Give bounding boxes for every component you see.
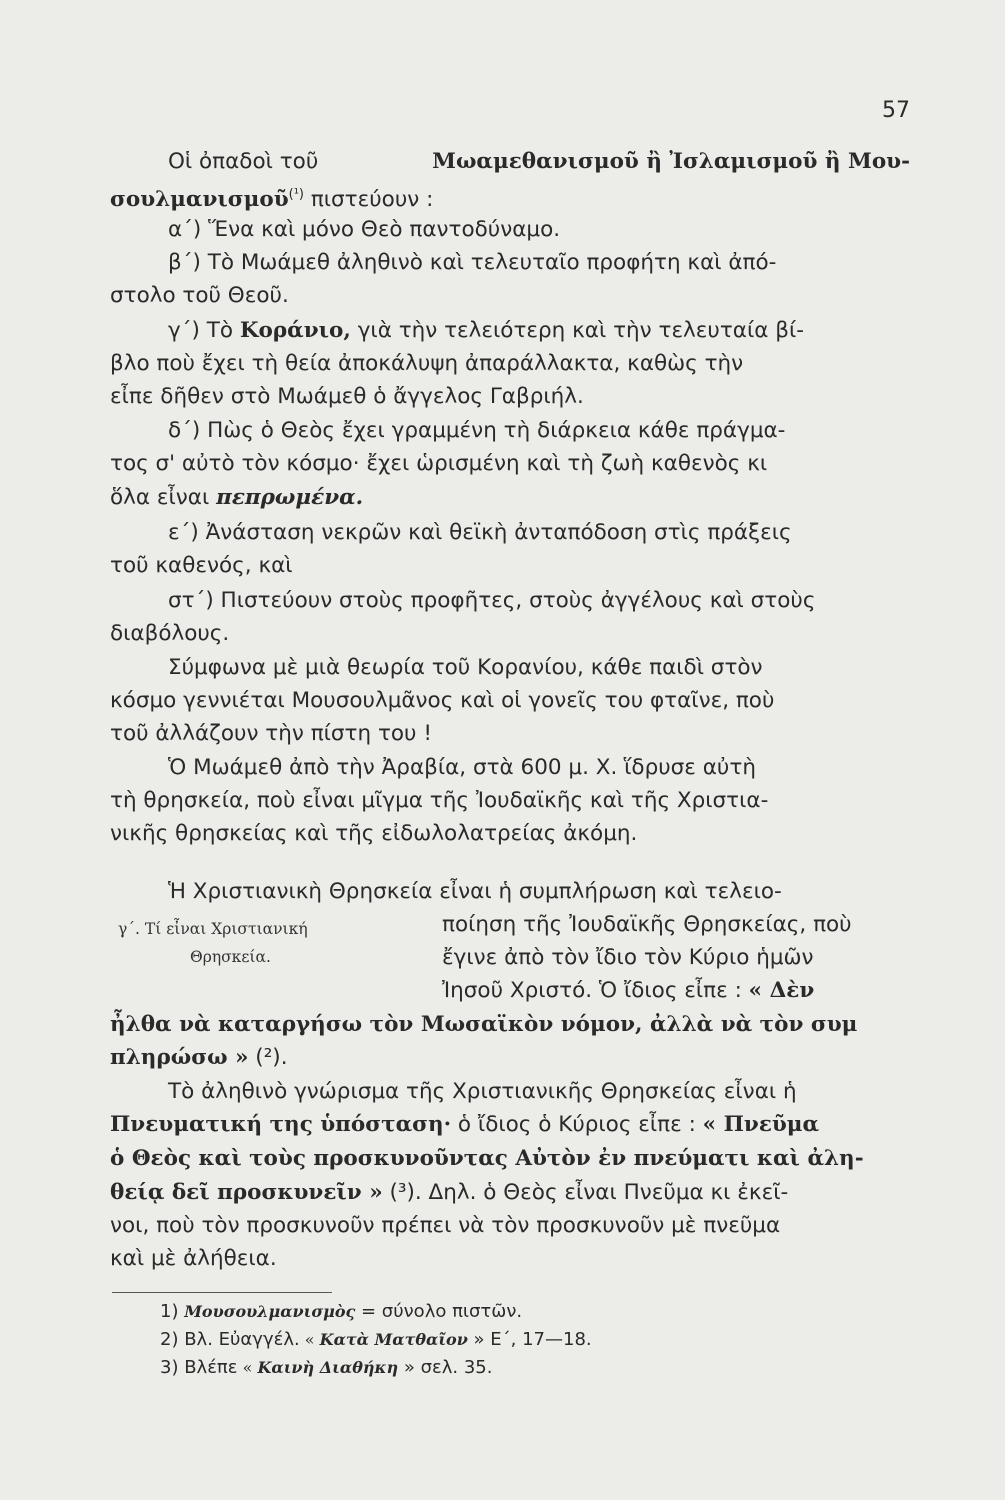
text-line: εἶπε δῆθεν στὸ Μωάμεθ ὁ ἄγγελος Γαβριήλ. [110, 384, 584, 409]
footnote-ref: (¹) [288, 187, 304, 202]
text-line: Ἰησοῦ Χριστό. Ὁ ἴδιος εἶπε : « Δὲν [442, 978, 815, 1003]
text-line: τοῦ ἀλλάζουν τὴν πίστη του ! [110, 721, 432, 746]
list-item: δ΄) Πὼς ὁ Θεὸς ἔχει γραμμένη τὴ διάρκεια κάθε πράγμα- [168, 418, 786, 443]
list-item: γ΄) Τὸ Κοράνιο, γιὰ τὴν τελειότερη καὶ τὴν τελευταία βί- [168, 318, 804, 343]
text-line: καὶ μὲ ἀλήθεια. [110, 1246, 277, 1271]
text-line: τοῦ καθενός, καὶ [110, 553, 293, 578]
list-item: στ΄) Πιστεύουν στοὺς προφῆτες, στοὺς ἀγγέλους καὶ στοὺς [168, 588, 816, 613]
text-line: τὴ θρησκεία, ποὺ εἶναι μῖγμα τῆς Ἰουδαϊκῆς καὶ τῆς Χριστια- [110, 788, 769, 813]
text-line: ὅλα εἶναι πεπρωμένα. [110, 485, 364, 510]
footnote-divider [112, 1292, 332, 1293]
text-line: νικῆς θρησκείας καὶ τῆς εἰδωλολατρείας ἀκόμη. [110, 821, 638, 846]
text-line: διαβόλους. [110, 621, 230, 646]
text-line: Ἡ Χριστιανικὴ Θρησκεία εἶναι ἡ συμπλήρωση καὶ τελειο- [168, 879, 782, 904]
text-line: νοι, ποὺ τὸν προσκυνοῦν πρέπει νὰ τὸν προσκυνοῦν μὲ πνεῦμα [110, 1213, 781, 1238]
text-line: Πνευματική της ὑπόσταση· ὁ ἴδιος ὁ Κύριος εἶπε : « Πνεῦμα [110, 1112, 820, 1137]
text-line: σουλμανισμοῦ$^{(^1)}$ πιστεύουν : [110, 187, 434, 213]
text-line: θείᾳ δεῖ προσκυνεῖν » (³). Δηλ. ὁ Θεὸς εἶναι Πνεῦμα κι ἐκεῖ- [110, 1180, 789, 1205]
page-number: 57 [882, 98, 910, 123]
text-line: βλο ποὺ ἔχει τὴ θεία ἀποκάλυψη ἀπαράλλακτα, καθὼς τὴν [110, 351, 744, 376]
text-line: τος σ' αὐτὸ τὸν κόσμο· ἔχει ὡρισμένη καὶ τὴ ζωὴ καθενὸς κι [110, 451, 768, 476]
side-heading: Θρησκεία. [190, 948, 271, 966]
list-item: β΄) Τὸ Μωάμεθ ἀληθινὸ καὶ τελευταῖο προφήτη καὶ ἀπό- [168, 250, 777, 275]
text-line: Σύμφωνα μὲ μιὰ θεωρία τοῦ Κορανίου, κάθε παιδὶ στὸν [168, 655, 763, 680]
text-line: Τὸ ἀληθινὸ γνώρισμα τῆς Χριστιανικῆς Θρησκείας εἶναι ἡ [168, 1079, 797, 1104]
quote-line: ὁ Θεὸς καὶ τοὺς προσκυνοῦντας Αὐτὸν ἐν πνεύματι καὶ ἀλη- [110, 1146, 864, 1171]
quote-line: ἦλθα νὰ καταργήσω τὸν Μωσαϊκὸν νόμον, ἀλλὰ νὰ τὸν συμ [110, 1012, 858, 1037]
text-line: ποίηση τῆς Ἰουδαϊκῆς Θρησκείας, ποὺ [442, 912, 852, 937]
text-line: πληρώσω » (²). [110, 1045, 288, 1070]
side-heading: γ΄. Τί εἶναι Χριστιανική [118, 920, 308, 938]
footnote: 2) Βλ. Εὐαγγέλ. « Κατὰ Ματθαῖον » Ε΄, 17—18. [160, 1329, 592, 1350]
footnote: 1) Μουσουλμανισμὸς = σύνολο πιστῶν. [160, 1301, 523, 1322]
text-line: κόσμο γεννιέται Μουσουλμᾶνος καὶ οἱ γονεῖς του φταῖνε, ποὺ [110, 688, 775, 713]
footnote: 3) Βλέπε « Καινὴ Διαθήκη » σελ. 35. [160, 1357, 493, 1378]
text-line: Οἱ ὀπαδοὶ τοῦ Μωαμεθανισμοῦ ἢ Ἰσλαμισμοῦ ἢ Μου- [168, 149, 910, 174]
list-item: α΄) Ἕνα καὶ μόνο Θεὸ παντοδύναμο. [168, 217, 561, 242]
text-line: στολο τοῦ Θεοῦ. [110, 283, 289, 308]
text-line: Ὁ Μωάμεθ ἀπὸ τὴν Ἀραβία, στὰ 600 μ. Χ. ἵδρυσε αὐτὴ [168, 755, 756, 780]
text-line: ἔγινε ἀπὸ τὸν ἴδιο τὸν Κύριο ἡμῶν [442, 945, 814, 970]
list-item: ε΄) Ἀνάσταση νεκρῶν καὶ θεϊκὴ ἀνταπόδοση στὶς πράξεις [168, 520, 792, 545]
